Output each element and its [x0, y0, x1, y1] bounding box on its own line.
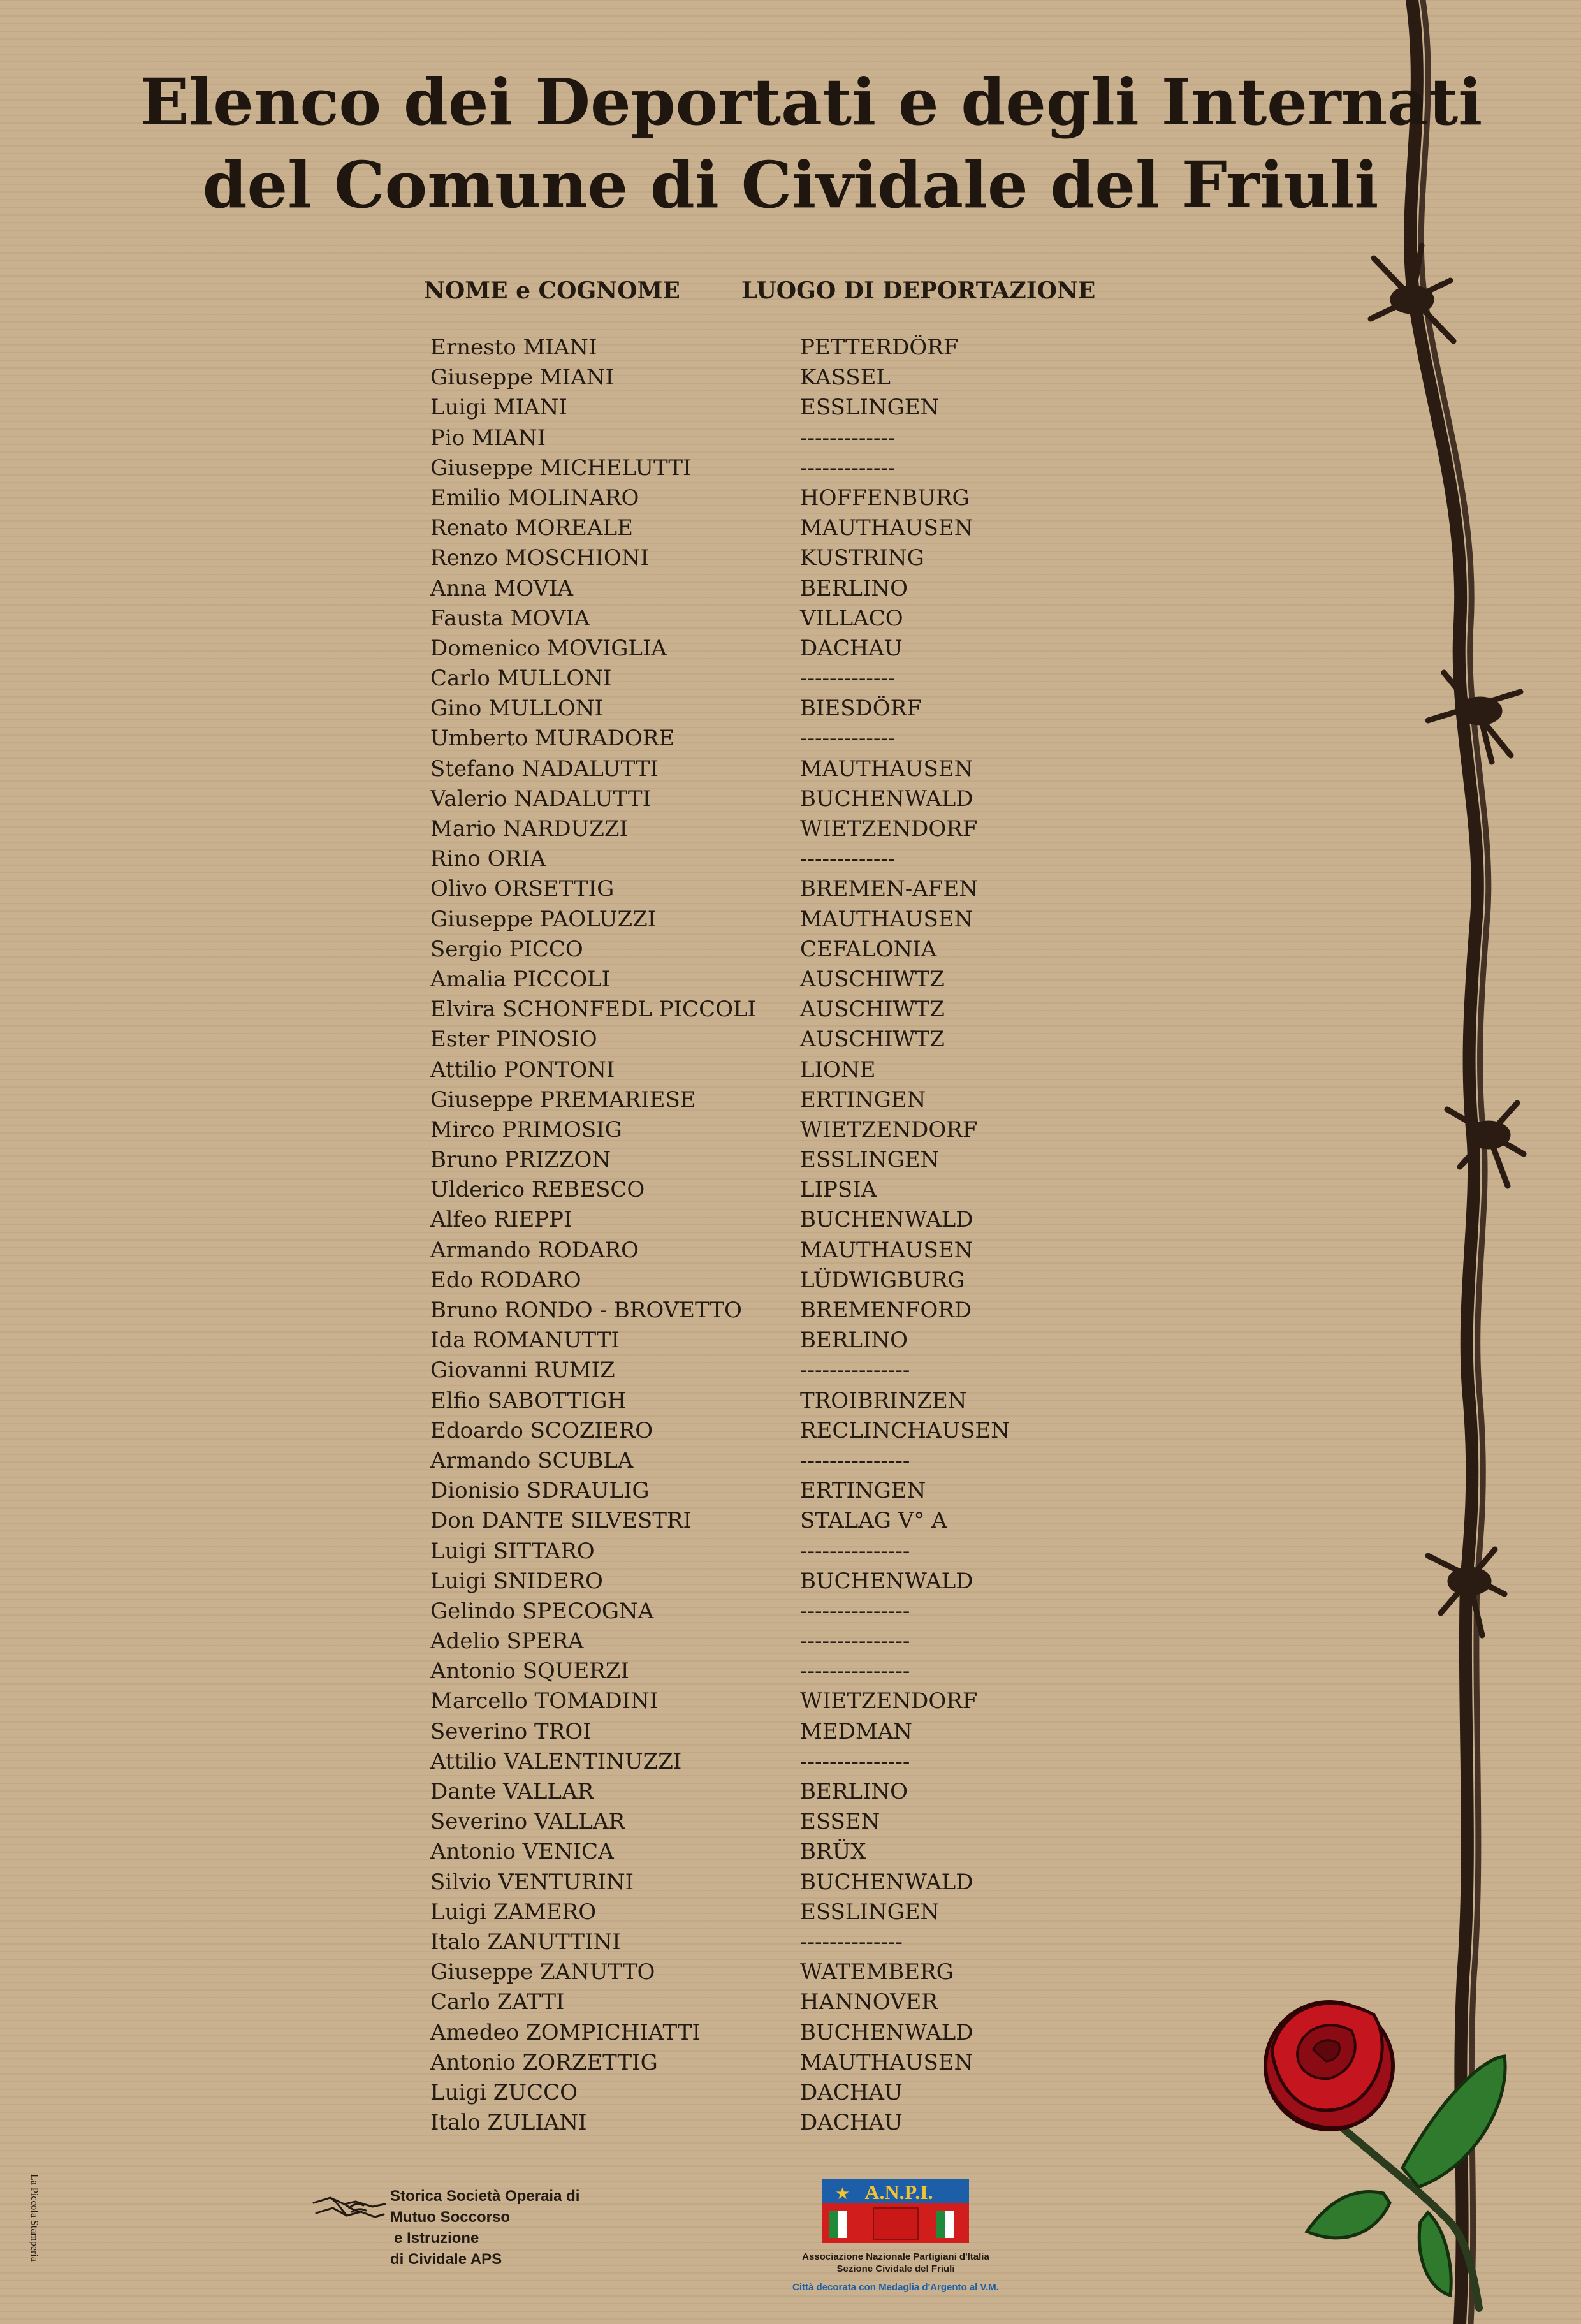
- deportation-place: VILLACO: [800, 605, 903, 631]
- rose-icon: [1265, 2002, 1505, 2308]
- deportation-place: BERLINO: [800, 575, 908, 601]
- deportee-name: Pio MIANI: [430, 425, 546, 451]
- list-item: [430, 1506, 1132, 1536]
- deportation-place: BUCHENWALD: [800, 786, 973, 812]
- deportation-place: BUCHENWALD: [800, 2019, 973, 2045]
- deportation-place: -------------: [800, 726, 896, 752]
- list-item: [430, 483, 1132, 513]
- deportation-place: DACHAU: [800, 2079, 903, 2105]
- list-item: [430, 935, 1132, 965]
- deportee-name: Italo ZANUTTINI: [430, 1929, 621, 1955]
- deportee-name: Carlo ZATTI: [430, 1989, 565, 2015]
- deportation-place: ESSLINGEN: [800, 1899, 940, 1925]
- list-item: [430, 1626, 1132, 1656]
- list-item: [430, 874, 1132, 904]
- list-item: [430, 1807, 1132, 1837]
- anpi-medal-text: Città decorata con Medaglia d'Argento al V.M.: [792, 2282, 999, 2293]
- list-item: [430, 844, 1132, 874]
- deportee-name: Luigi SNIDERO: [430, 1568, 603, 1594]
- deportee-name: Giuseppe ZANUTTO: [430, 1959, 655, 1985]
- deportation-place: -------------: [800, 846, 896, 872]
- list-item: [430, 694, 1132, 724]
- deportee-name: Bruno PRIZZON: [430, 1147, 611, 1173]
- svg-text:★: ★: [835, 2184, 850, 2203]
- list-item: [430, 1987, 1132, 2017]
- deportation-place: TROIBRINZEN: [800, 1387, 967, 1414]
- deportation-place: KASSEL: [800, 365, 891, 391]
- deportation-place: BIESDÖRF: [800, 696, 922, 722]
- somsi-line-3: e Istruzione: [394, 2230, 479, 2247]
- deportation-place: ESSLINGEN: [800, 395, 940, 421]
- somsi-line-2: Mutuo Soccorso: [390, 2209, 511, 2226]
- anpi-line-2: Sezione Cividale del Friuli: [836, 2263, 955, 2274]
- deportee-name: Antonio VENICA: [430, 1839, 614, 1865]
- deportee-name: Luigi ZAMERO: [430, 1899, 597, 1925]
- deportation-place: LIONE: [800, 1056, 876, 1083]
- deportee-name: Amedeo ZOMPICHIATTI: [430, 2019, 701, 2045]
- list-item: [430, 1115, 1132, 1145]
- list-item: [430, 1747, 1132, 1777]
- deportee-name: Renato MOREALE: [430, 515, 633, 541]
- list-item: [430, 724, 1132, 754]
- list-item: [430, 1837, 1132, 1867]
- deportee-name: Alfeo RIEPPI: [430, 1207, 572, 1233]
- deportation-place: AUSCHIWTZ: [800, 1027, 945, 1053]
- deportation-place: MAUTHAUSEN: [800, 515, 973, 541]
- deportee-name: Giuseppe PAOLUZZI: [430, 906, 657, 932]
- deportation-place: ---------------: [800, 1658, 910, 1685]
- deportation-place: ---------------: [800, 1598, 910, 1624]
- list-item: [430, 754, 1132, 784]
- list-item: [430, 2018, 1132, 2048]
- deportation-place: LÜDWIGBURG: [800, 1267, 965, 1293]
- deportation-place: BERLINO: [800, 1779, 908, 1804]
- deportee-name: Italo ZULIANI: [430, 2110, 587, 2136]
- title-line-1: Elenco dei Deportati e degli Internati: [140, 64, 1483, 140]
- deportation-place: AUSCHIWTZ: [800, 966, 945, 992]
- anpi-logo-text: A.N.P.I.: [864, 2181, 933, 2203]
- list-item: [430, 604, 1132, 634]
- deportation-place: DACHAU: [800, 2110, 903, 2136]
- deportee-name: Rino ORIA: [430, 846, 546, 872]
- list-item: [430, 965, 1132, 995]
- deportee-name: Silvio VENTURINI: [430, 1869, 634, 1895]
- deportation-place: BRÜX: [800, 1839, 866, 1865]
- deportation-place: --------------: [800, 1929, 903, 1955]
- deportee-name: Luigi ZUCCO: [430, 2079, 578, 2105]
- deportation-place: RECLINCHAUSEN: [800, 1417, 1010, 1443]
- deportation-place: ERTINGEN: [800, 1478, 926, 1504]
- list-item: [430, 1145, 1132, 1175]
- deportee-name: Ester PINOSIO: [430, 1027, 597, 1053]
- list-item: [430, 1205, 1132, 1235]
- somsi-name: [390, 2186, 579, 2270]
- list-item: [430, 1777, 1132, 1807]
- list-item: [430, 1686, 1132, 1716]
- deportation-place: BERLINO: [800, 1327, 908, 1354]
- list-item: [430, 1356, 1132, 1385]
- list-item: [430, 784, 1132, 814]
- deportation-place: MAUTHAUSEN: [800, 756, 973, 782]
- handshake-icon: [311, 2189, 388, 2224]
- deportee-name: Amalia PICCOLI: [430, 966, 611, 992]
- deportation-place: ---------------: [800, 1628, 910, 1655]
- somsi-line-1: Storica Società Operaia di: [390, 2188, 580, 2205]
- page-title: [140, 61, 1483, 226]
- list-item: [430, 453, 1132, 483]
- list-item: [430, 1567, 1132, 1597]
- deportation-place: BREMEN-AFEN: [800, 876, 978, 902]
- deportee-name: Renzo MOSCHIONI: [430, 545, 649, 571]
- deportation-place: MAUTHAUSEN: [800, 1237, 973, 1263]
- deportee-name: Domenico MOVIGLIA: [430, 635, 667, 661]
- list-item: [430, 1326, 1132, 1356]
- deportation-place: BUCHENWALD: [800, 1568, 973, 1594]
- list-item: [430, 1175, 1132, 1205]
- deportation-place: CEFALONIA: [800, 936, 937, 962]
- deportee-name: Don DANTE SILVESTRI: [430, 1508, 692, 1534]
- list-item: [430, 1476, 1132, 1506]
- deportee-name: Dante VALLAR: [430, 1779, 594, 1804]
- list-item: [430, 1537, 1132, 1567]
- list-item: [430, 1957, 1132, 1987]
- deportee-list: [430, 333, 1132, 2138]
- deportation-place: WIETZENDORF: [800, 816, 978, 842]
- list-item: [430, 1416, 1132, 1446]
- list-item: [430, 664, 1132, 694]
- deportee-name: Attilio VALENTINUZZI: [430, 1748, 682, 1774]
- list-item: [430, 2108, 1132, 2138]
- deportation-place: ESSEN: [800, 1809, 880, 1835]
- deportation-place: ---------------: [800, 1447, 910, 1473]
- deportee-name: Dionisio SDRAULIG: [430, 1478, 650, 1504]
- list-item: [430, 2048, 1132, 2078]
- deportee-name: Luigi SITTARO: [430, 1538, 595, 1564]
- list-item: [430, 905, 1132, 935]
- deportee-name: Ida ROMANUTTI: [430, 1327, 620, 1354]
- deportation-place: -------------: [800, 425, 896, 451]
- deportation-place: BUCHENWALD: [800, 1869, 973, 1895]
- deportation-place: WIETZENDORF: [800, 1116, 978, 1143]
- list-item: [430, 2078, 1132, 2108]
- list-item: [430, 543, 1132, 573]
- deportee-name: Elfio SABOTTIGH: [430, 1387, 627, 1414]
- list-item: [430, 363, 1132, 393]
- deportee-name: Antonio SQUERZI: [430, 1658, 629, 1685]
- deportation-place: MAUTHAUSEN: [800, 906, 973, 932]
- deportee-name: Bruno RONDO - BROVETTO: [430, 1297, 742, 1323]
- deportation-place: ERTINGEN: [800, 1086, 926, 1113]
- deportee-name: Stefano NADALUTTI: [430, 756, 659, 782]
- anpi-logo: [822, 2179, 969, 2246]
- deportee-name: Ulderico REBESCO: [430, 1177, 645, 1203]
- deportee-name: Attilio PONTONI: [430, 1056, 615, 1083]
- title-line-2: del Comune di Cividale del Friuli: [202, 147, 1379, 223]
- deportee-name: Armando SCUBLA: [430, 1447, 634, 1473]
- deportation-place: STALAG V° A: [800, 1508, 947, 1534]
- deportee-name: Mario NARDUZZI: [430, 816, 628, 842]
- deportee-name: Antonio ZORZETTIG: [430, 2049, 658, 2075]
- list-item: [430, 995, 1132, 1025]
- list-item: [430, 1386, 1132, 1416]
- deportation-place: WATEMBERG: [800, 1959, 954, 1985]
- list-item: [430, 423, 1132, 453]
- deportee-name: Luigi MIANI: [430, 395, 567, 421]
- deportee-name: Ernesto MIANI: [430, 335, 597, 360]
- deportee-name: Anna MOVIA: [430, 575, 574, 601]
- deportation-place: -------------: [800, 666, 896, 692]
- list-item: [430, 1266, 1132, 1296]
- deportation-place: BUCHENWALD: [800, 1207, 973, 1233]
- deportee-name: Gino MULLONI: [430, 696, 603, 722]
- deportation-place: WIETZENDORF: [800, 1688, 978, 1714]
- list-item: [430, 574, 1132, 604]
- list-item: [430, 1085, 1132, 1115]
- list-item: [430, 634, 1132, 664]
- deportee-name: Carlo MULLONI: [430, 666, 612, 692]
- deportee-name: Sergio PICCO: [430, 936, 583, 962]
- deportee-name: Marcello TOMADINI: [430, 1688, 659, 1714]
- deportation-place: ESSLINGEN: [800, 1147, 940, 1173]
- deportation-place: HANNOVER: [800, 1989, 938, 2015]
- list-item: [430, 1236, 1132, 1266]
- list-item: [430, 1296, 1132, 1326]
- column-header-place: LUOGO DI DEPORTAZIONE: [741, 277, 1096, 304]
- deportation-place: ---------------: [800, 1538, 910, 1564]
- deportee-name: Giuseppe MIANI: [430, 365, 614, 391]
- deportee-name: Giuseppe MICHELUTTI: [430, 455, 692, 481]
- anpi-badge-icon: [822, 2179, 969, 2243]
- deportation-place: MEDMAN: [800, 1718, 913, 1744]
- deportee-name: Edoardo SCOZIERO: [430, 1417, 653, 1443]
- deportation-place: ---------------: [800, 1357, 910, 1384]
- deportee-name: Giuseppe PREMARIESE: [430, 1086, 696, 1113]
- list-item: [430, 814, 1132, 844]
- anpi-line-1: Associazione Nazionale Partigiani d'Italia: [802, 2251, 989, 2262]
- deportee-name: Elvira SCHONFEDL PICCOLI: [430, 997, 756, 1023]
- deportee-name: Armando RODARO: [430, 1237, 639, 1263]
- deportation-place: MAUTHAUSEN: [800, 2049, 973, 2075]
- deportation-place: DACHAU: [800, 635, 903, 661]
- list-item: [430, 1025, 1132, 1055]
- deportation-place: ---------------: [800, 1748, 910, 1774]
- list-item: [430, 393, 1132, 423]
- list-item: [430, 513, 1132, 543]
- deportee-name: Olivo ORSETTIG: [430, 876, 615, 902]
- deportee-name: Emilio MOLINARO: [430, 485, 639, 511]
- deportation-place: HOFFENBURG: [800, 485, 970, 511]
- list-item: [430, 1656, 1132, 1686]
- somsi-line-4: di Cividale APS: [390, 2251, 502, 2268]
- list-item: [430, 1717, 1132, 1747]
- deportee-name: Adelio SPERA: [430, 1628, 584, 1655]
- printer-credit: La Piccola Stamperia: [29, 2174, 40, 2262]
- list-item: [430, 1055, 1132, 1085]
- list-item: [430, 1446, 1132, 1476]
- deportee-name: Fausta MOVIA: [430, 605, 590, 631]
- list-item: [430, 1597, 1132, 1626]
- deportation-place: AUSCHIWTZ: [800, 997, 945, 1023]
- deportee-name: Umberto MURADORE: [430, 726, 675, 752]
- deportee-name: Severino TROI: [430, 1718, 592, 1744]
- anpi-caption: [740, 2251, 1052, 2293]
- list-item: [430, 333, 1132, 363]
- column-header-name: NOME e COGNOME: [424, 277, 680, 304]
- deportation-place: LIPSIA: [800, 1177, 877, 1203]
- deportee-name: Severino VALLAR: [430, 1809, 625, 1835]
- deportation-place: KUSTRING: [800, 545, 924, 571]
- list-item: [430, 1927, 1132, 1957]
- deportee-name: Giovanni RUMIZ: [430, 1357, 615, 1384]
- deportation-place: BREMENFORD: [800, 1297, 972, 1323]
- deportee-name: Valerio NADALUTTI: [430, 786, 652, 812]
- deportee-name: Mirco PRIMOSIG: [430, 1116, 622, 1143]
- deportation-place: PETTERDÖRF: [800, 335, 959, 360]
- deportee-name: Gelindo SPECOGNA: [430, 1598, 654, 1624]
- list-item: [430, 1867, 1132, 1897]
- deportation-place: -------------: [800, 455, 896, 481]
- list-item: [430, 1897, 1132, 1927]
- deportee-name: Edo RODARO: [430, 1267, 581, 1293]
